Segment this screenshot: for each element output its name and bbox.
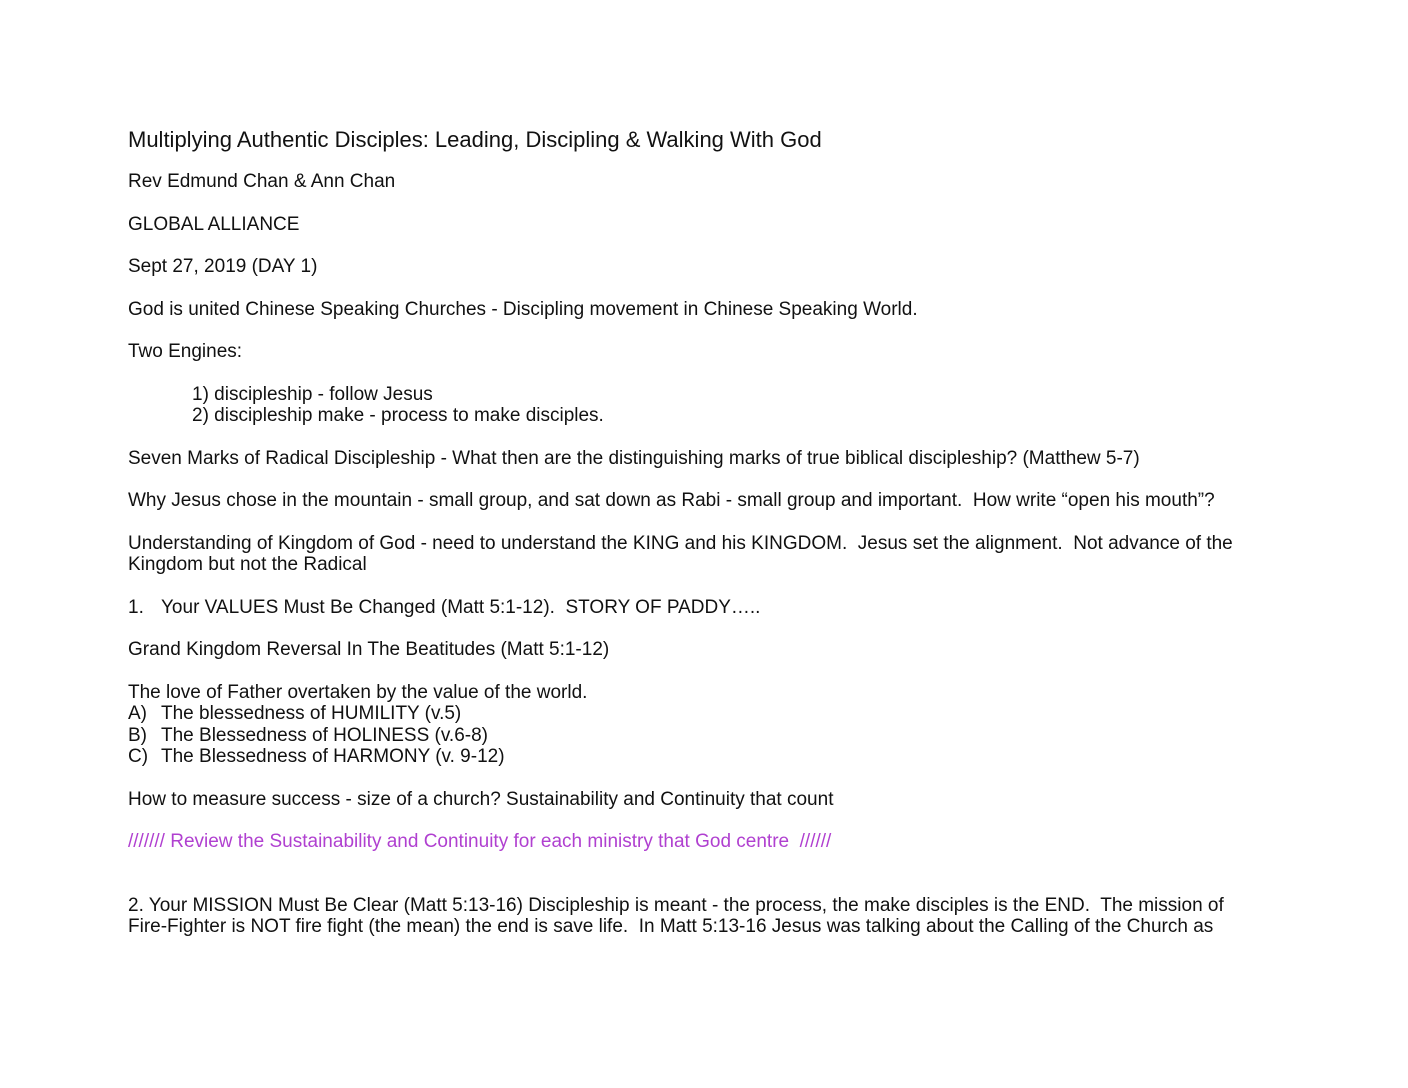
- organization: GLOBAL ALLIANCE: [128, 213, 300, 235]
- reversal-heading: Grand Kingdom Reversal In The Beatitudes (Matt 5:1-12): [128, 639, 610, 660]
- speakers: Rev Edmund Chan & Ann Chan: [128, 171, 396, 192]
- point-one-marker: 1.: [128, 596, 144, 618]
- why-jesus-paragraph: Why Jesus chose in the mountain - small group, and sat down as Rabi - small group and important. How write “open his mouth”?: [128, 490, 1215, 511]
- beatitudes-list: [128, 703, 1298, 768]
- engine-item: 2) discipleship make - process to make disciples.: [192, 405, 604, 426]
- intro-paragraph: God is united Chinese Speaking Churches - Discipling movement in Chinese Speaking World.: [128, 298, 918, 320]
- review-highlight: /////// Review the Sustainability and Continuity for each ministry that God centre //////: [128, 831, 832, 852]
- list-item: [128, 725, 1298, 747]
- kingdom-line: Kingdom but not the Radical: [128, 554, 367, 575]
- love-line: The love of Father overtaken by the value of the world.: [128, 681, 588, 703]
- success-paragraph: How to measure success - size of a church? Sustainability and Continuity that count: [128, 788, 834, 810]
- mission-line: Fire-Fighter is NOT fire fight (the mean) the end is save life. In Matt 5:13-16 Jesus was talking about the Calling of the Church as: [128, 916, 1214, 937]
- list-marker: A): [128, 703, 147, 724]
- list-marker: B): [128, 724, 147, 746]
- document-title: Multiplying Authentic Disciples: Leading, Discipling & Walking With God: [128, 127, 822, 152]
- mission-paragraph: [128, 895, 1298, 938]
- list-text: The Blessedness of HOLINESS (v.6-8): [161, 724, 488, 746]
- list-text: The blessedness of HUMILITY (v.5): [161, 703, 462, 724]
- list-item: [128, 703, 1298, 725]
- date: Sept 27, 2019 (DAY 1): [128, 256, 318, 277]
- document-page: [128, 126, 1298, 938]
- seven-marks-paragraph: Seven Marks of Radical Discipleship - What then are the distinguishing marks of true biblical discipleship? (Matthew 5-7): [128, 447, 1140, 469]
- engine-item: 1) discipleship - follow Jesus: [192, 383, 433, 405]
- point-one-text: Your VALUES Must Be Changed (Matt 5:1-12). STORY OF PADDY…..: [161, 596, 761, 618]
- point-one: [128, 597, 1298, 619]
- engines-list: [128, 384, 1298, 427]
- kingdom-paragraph: [128, 533, 1298, 576]
- list-text: The Blessedness of HARMONY (v. 9-12): [161, 746, 505, 767]
- kingdom-line: Understanding of Kingdom of God - need to understand the KING and his KINGDOM. Jesus set the alignment. Not advance of the: [128, 532, 1233, 554]
- mission-line: 2. Your MISSION Must Be Clear (Matt 5:13-16) Discipleship is meant - the process, the make disciples is the END. The mission of: [128, 894, 1224, 916]
- engines-heading: Two Engines:: [128, 341, 243, 362]
- list-item: [128, 746, 1298, 768]
- list-marker: C): [128, 746, 149, 767]
